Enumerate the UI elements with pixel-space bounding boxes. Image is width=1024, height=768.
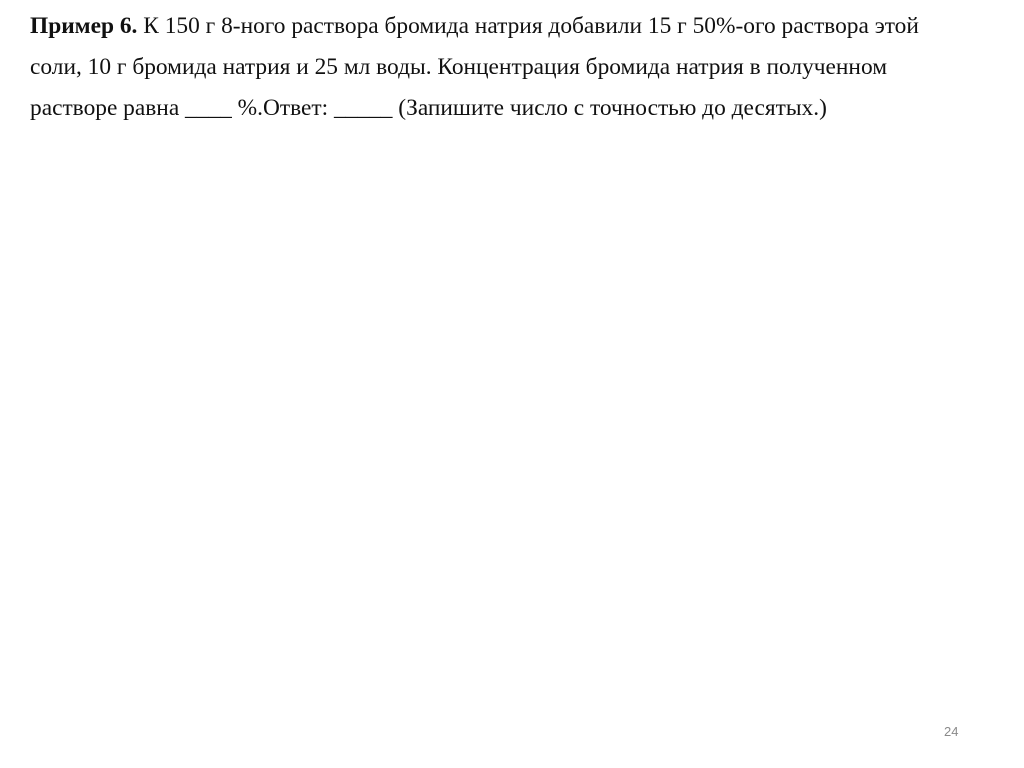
problem-line-1 (30, 6, 1020, 47)
problem-line-1-text: К 150 г 8-ного раствора бромида натрия добавили 15 г 50%-ого раствора этой (137, 13, 919, 39)
problem-line-2: соли, 10 г бромида натрия и 25 мл воды. Концентрация бромида натрия в полученном (30, 54, 887, 80)
problem-heading: Пример 6. (30, 13, 138, 39)
problem-text (30, 6, 1020, 129)
problem-line-3: растворе равна ____ %.Ответ: _____ (Запишите число с точностью до десятых.) (30, 95, 827, 121)
page-number: 24 (944, 724, 959, 739)
